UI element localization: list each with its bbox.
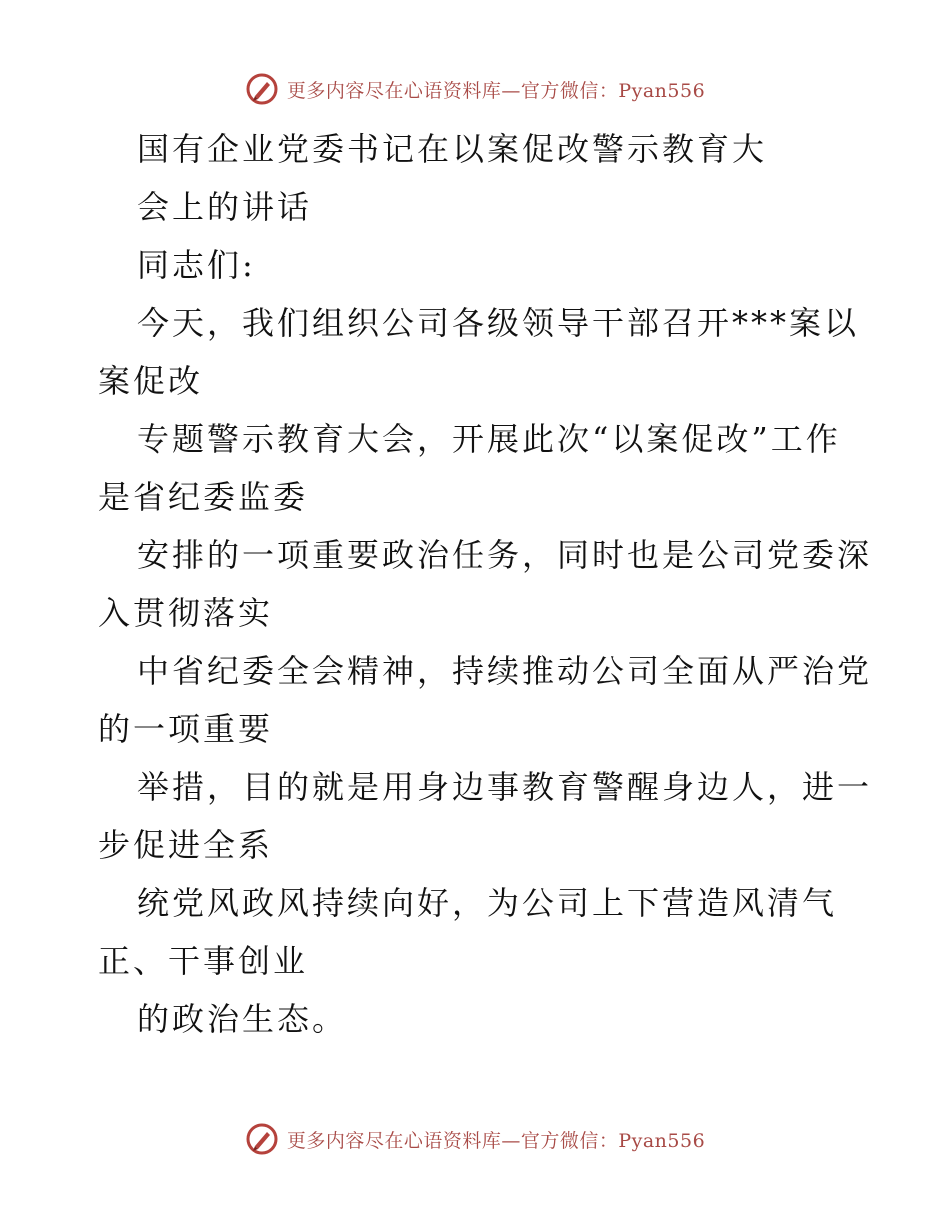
paragraph-line: 安排的一项重要政治任务，同时也是公司党委深 bbox=[137, 536, 873, 574]
banner-text: 更多内容尽在心语资料库—官方微信：Pyan556 bbox=[286, 79, 706, 102]
paragraph-line: 的政治生态。 bbox=[137, 1000, 348, 1038]
pen-logo-icon bbox=[245, 72, 279, 106]
paragraph-line: 入贯彻落实 bbox=[98, 594, 274, 632]
title-line-1: 国有企业党委书记在以案促改警示教育大 bbox=[137, 130, 768, 168]
paragraph-line: 步促进全系 bbox=[98, 826, 274, 864]
pen-logo-icon bbox=[245, 1122, 279, 1156]
header-banner bbox=[0, 72, 950, 106]
paragraph-line: 统党风政风持续向好，为公司上下营造风清气 bbox=[137, 884, 838, 922]
paragraph-line: 案促改 bbox=[98, 362, 204, 400]
paragraph-line: 的一项重要 bbox=[98, 710, 274, 748]
paragraph-line: 今天，我们组织公司各级领导干部召开***案以 bbox=[137, 304, 860, 342]
paragraph-line: 专题警示教育大会，开展此次“以案促改”工作 bbox=[137, 420, 841, 458]
paragraph-line: 正、干事创业 bbox=[98, 942, 309, 980]
paragraph-line: 举措，目的就是用身边事教育警醒身边人，进一 bbox=[137, 768, 873, 806]
footer-banner bbox=[0, 1122, 950, 1156]
banner-text: 更多内容尽在心语资料库—官方微信：Pyan556 bbox=[286, 1129, 706, 1152]
title-line-2: 会上的讲话 bbox=[137, 188, 313, 226]
paragraph-line: 是省纪委监委 bbox=[98, 478, 309, 516]
paragraph-line: 中省纪委全会精神，持续推动公司全面从严治党 bbox=[137, 652, 873, 690]
document-body bbox=[98, 120, 873, 1048]
salutation: 同志们: bbox=[137, 246, 256, 284]
